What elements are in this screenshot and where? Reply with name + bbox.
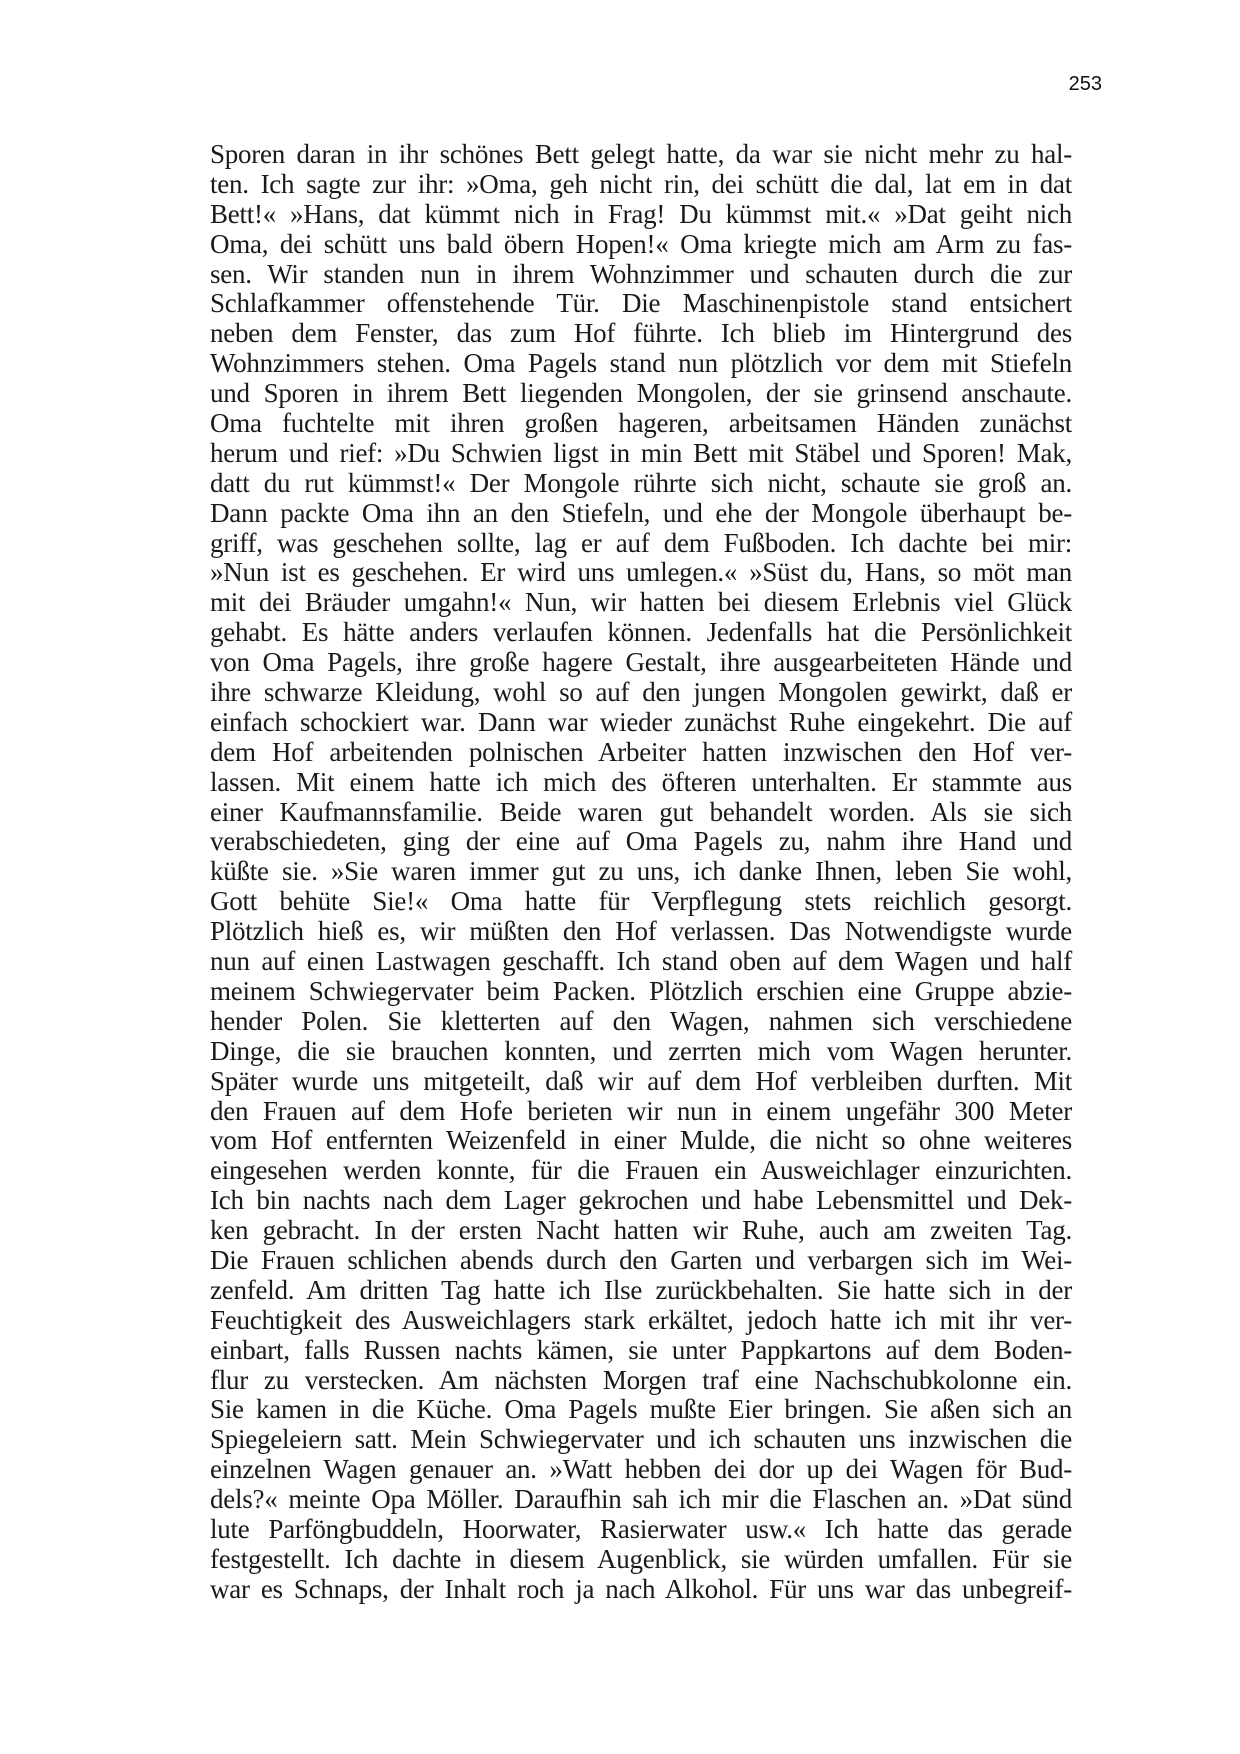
text-line: vom Hof entfernten Weizenfeld in einer Mulde, die nicht so ohne weiteres [210, 1125, 1072, 1156]
text-line: ihre schwarze Kleidung, wohl so auf den jungen Mongolen gewirkt, daß er [210, 677, 1072, 708]
text-line: Bett!« »Hans, dat kümmt nich in Frag! Du kümmst mit.« »Dat geiht nich [210, 198, 1072, 229]
text-line [210, 1605, 1072, 1635]
text-line: einfach schockiert war. Dann war wieder zunächst Ruhe eingekehrt. Die auf [210, 706, 1072, 737]
text-line: von Oma Pagels, ihre große hagere Gestalt, ihre ausgearbeiteten Hände und [210, 647, 1072, 678]
text-line: Sporen daran in ihr schönes Bett gelegt hatte, da war sie nicht mehr zu hal- [210, 139, 1072, 169]
text-line: Sie kamen in die Küche. Oma Pagels mußte Eier bringen. Sie aßen sich an [210, 1394, 1072, 1425]
text-line: küßte sie. »Sie waren immer gut zu uns, ich danke Ihnen, leben Sie wohl, [210, 856, 1072, 887]
text-line: Oma fuchtelte mit ihren großen hageren, arbeitsamen Händen zunächst [210, 408, 1072, 439]
text-line: griff, was geschehen sollte, lag er auf dem Fußboden. Ich dachte bei mir: [210, 527, 1072, 558]
text-line: meinem Schwiegervater beim Packen. Plötzlich erschien eine Gruppe abzie- [210, 975, 1072, 1006]
text-line: verabschiedeten, ging der eine auf Oma Pagels zu, nahm ihre Hand und [210, 826, 1072, 857]
text-line: einbart, falls Russen nachts kämen, sie unter Pappkartons auf dem Boden- [210, 1334, 1072, 1365]
text-line: einer Kaufmannsfamilie. Beide waren gut behandelt worden. Als sie sich [210, 796, 1072, 827]
text-line: zenfeld. Am dritten Tag hatte ich Ilse zurückbehalten. Sie hatte sich in der [210, 1274, 1072, 1305]
text-line: herum und rief: »Du Schwien ligst in min Bett mit Stäbel und Sporen! Mak, [210, 437, 1072, 468]
text-line: lassen. Mit einem hatte ich mich des öfteren unterhalten. Er stammte aus [210, 766, 1072, 797]
text-line: Spiegeleiern satt. Mein Schwiegervater und ich schauten uns inzwischen die [210, 1424, 1072, 1455]
text-line: Schlafkammer offenstehende Tür. Die Maschinenpistole stand entsichert [210, 288, 1072, 319]
text-line: nun auf einen Lastwagen geschafft. Ich stand oben auf dem Wagen und half [210, 946, 1072, 977]
text-line: Wohnzimmers stehen. Oma Pagels stand nun plötzlich vor dem mit Stiefeln [210, 348, 1072, 379]
text-line: Die Frauen schlichen abends durch den Garten und verbargen sich im Wei- [210, 1244, 1072, 1275]
text-line: datt du rut kümmst!« Der Mongole rührte sich nicht, schaute sie groß an. [210, 467, 1072, 498]
text-line: dels?« meinte Opa Möller. Daraufhin sah ich mir die Flaschen an. »Dat sünd [210, 1484, 1072, 1515]
text-line: gehabt. Es hätte anders verlaufen können. Jedenfalls hat die Persönlichkeit [210, 617, 1072, 648]
text-line: eingesehen werden konnte, für die Frauen ein Ausweichlager einzurichten. [210, 1155, 1072, 1186]
text-line: Später wurde uns mitgeteilt, daß wir auf dem Hof verbleiben durften. Mit [210, 1065, 1072, 1096]
body-text [210, 140, 1072, 1635]
text-line: Plötzlich hieß es, wir müßten den Hof verlassen. Das Notwendigste wurde [210, 916, 1072, 947]
text-line: Gott behüte Sie!« Oma hatte für Verpflegung stets reichlich gesorgt. [210, 886, 1072, 917]
text-line: sen. Wir standen nun in ihrem Wohnzimmer und schauten durch die zur [210, 258, 1072, 289]
text-line: Ich bin nachts nach dem Lager gekrochen und habe Lebensmittel und Dek- [210, 1185, 1072, 1216]
text-line: den Frauen auf dem Hofe berieten wir nun in einem ungefähr 300 Meter [210, 1095, 1072, 1126]
text-line: Dinge, die sie brauchen konnten, und zerrten mich vom Wagen herunter. [210, 1035, 1072, 1066]
page-number: 253 [1068, 73, 1102, 95]
text-line: dem Hof arbeitenden polnischen Arbeiter hatten inzwischen den Hof ver- [210, 736, 1072, 767]
text-line: lute Parföngbuddeln, Hoorwater, Rasierwater usw.« Ich hatte das gerade [210, 1513, 1072, 1544]
text-line: einzelnen Wagen genauer an. »Watt hebben dei dor up dei Wagen för Bud- [210, 1454, 1072, 1485]
text-line: ten. Ich sagte zur ihr: »Oma, geh nicht rin, dei schütt die dal, lat em in dat [210, 168, 1072, 199]
text-line: flur zu verstecken. Am nächsten Morgen traf eine Nachschubkolonne ein. [210, 1364, 1072, 1395]
text-line: neben dem Fenster, das zum Hof führte. Ich blieb im Hintergrund des [210, 318, 1072, 349]
text-line: festgestellt. Ich dachte in diesem Augenblick, sie würden umfallen. Für sie [210, 1543, 1072, 1574]
text-line: »Nun ist es geschehen. Er wird uns umlegen.« »Süst du, Hans, so möt man [210, 557, 1072, 588]
text-line: ken gebracht. In der ersten Nacht hatten wir Ruhe, auch am zweiten Tag. [210, 1215, 1072, 1246]
text-line: Oma, dei schütt uns bald öbern Hopen!« Oma kriegte mich am Arm zu fas- [210, 228, 1072, 259]
text-line: Feuchtigkeit des Ausweichlagers stark erkältet, jedoch hatte ich mit ihr ver- [210, 1304, 1072, 1335]
text-line: mit dei Bräuder umgahn!« Nun, wir hatten bei diesem Erlebnis viel Glück [210, 587, 1072, 618]
text-line: Dann packte Oma ihn an den Stiefeln, und ehe der Mongole überhaupt be- [210, 497, 1072, 528]
text-line: war es Schnaps, der Inhalt roch ja nach Alkohol. Für uns war das unbegreif- [210, 1573, 1072, 1604]
text-line: und Sporen in ihrem Bett liegenden Mongolen, der sie grinsend anschaute. [210, 378, 1072, 409]
text-line: hender Polen. Sie kletterten auf den Wagen, nahmen sich verschiedene [210, 1005, 1072, 1036]
